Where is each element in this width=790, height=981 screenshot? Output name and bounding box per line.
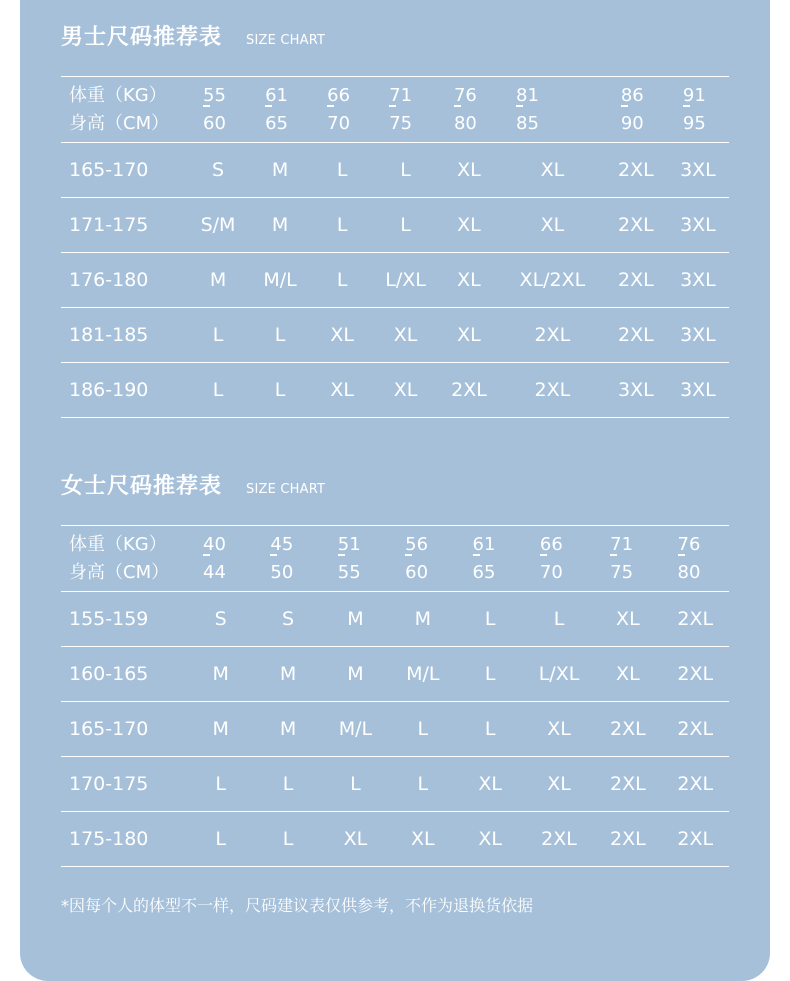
range-dash [610, 554, 617, 556]
weight-min: 76 [453, 84, 477, 106]
weight-max: 85 [516, 112, 539, 134]
size-cell: XL [524, 757, 594, 812]
size-cell: L [187, 363, 249, 418]
weight-range-header [254, 526, 321, 592]
weight-max: 75 [389, 112, 413, 134]
weight-max-wrap [327, 110, 373, 138]
size-cell: 2XL [605, 198, 667, 253]
range-dash [540, 554, 547, 556]
size-row [61, 592, 729, 647]
size-cell: XL [500, 198, 605, 253]
size-cell: 2XL [662, 812, 729, 867]
height-range: 160-165 [61, 647, 187, 702]
size-row [61, 757, 729, 812]
range-dash [454, 105, 461, 107]
size-cell: M [322, 592, 389, 647]
weight-range-header [438, 77, 500, 143]
weight-min: 40 [203, 533, 226, 555]
size-cell: S/M [187, 198, 249, 253]
weight-min: 91 [682, 84, 706, 106]
size-cell: L [187, 812, 254, 867]
size-cell: M/L [389, 647, 456, 702]
size-cell: L [311, 198, 373, 253]
weight-max-wrap [338, 559, 389, 587]
size-cell: M [322, 647, 389, 702]
height-range: 176-180 [61, 253, 187, 308]
weight-range-header [322, 526, 389, 592]
weight-label: 体重（KG） [69, 533, 167, 555]
weight-max: 80 [453, 112, 477, 134]
size-cell: L [254, 757, 321, 812]
size-cell: 2XL [662, 702, 729, 757]
size-cell: XL [457, 757, 524, 812]
size-row [61, 702, 729, 757]
size-cell: L [322, 757, 389, 812]
men-title: 男士尺码推荐表 [61, 25, 223, 50]
weight-max: 65 [472, 561, 496, 583]
weight-max: 75 [610, 561, 634, 583]
weight-range-header [373, 77, 438, 143]
size-cell: M [254, 647, 321, 702]
range-dash [338, 554, 345, 556]
weight-max-wrap [203, 110, 249, 138]
size-cell: M [187, 702, 254, 757]
size-cell: 2XL [438, 363, 500, 418]
header-label-cell [61, 526, 187, 592]
size-cell: L [187, 308, 249, 363]
weight-max-wrap [405, 559, 456, 587]
weight-max-wrap [683, 110, 729, 138]
size-cell: L/XL [524, 647, 594, 702]
size-cell: XL [322, 812, 389, 867]
size-cell: 3XL [667, 308, 729, 363]
weight-max-wrap [473, 559, 524, 587]
weight-range-header [311, 77, 373, 143]
size-cell: 2XL [500, 363, 605, 418]
size-cell: 2XL [594, 757, 661, 812]
size-cell: 2XL [594, 812, 661, 867]
weight-min: 71 [610, 533, 634, 555]
height-range: 181-185 [61, 308, 187, 363]
weight-max-wrap [610, 559, 661, 587]
size-cell: L [311, 143, 373, 198]
weight-range-header [524, 526, 594, 592]
weight-min: 66 [539, 533, 563, 555]
size-cell: L/XL [373, 253, 438, 308]
weight-max-wrap [540, 559, 594, 587]
height-label: 身高（CM） [69, 112, 170, 134]
size-cell: L [389, 757, 456, 812]
range-dash [389, 105, 396, 107]
size-cell: XL [457, 812, 524, 867]
size-row [61, 363, 729, 418]
height-range: 171-175 [61, 198, 187, 253]
size-cell: L [311, 253, 373, 308]
height-range: 155-159 [61, 592, 187, 647]
size-cell: 3XL [667, 143, 729, 198]
range-dash [678, 554, 685, 556]
size-cell: 2XL [605, 253, 667, 308]
size-cell: XL [373, 308, 438, 363]
weight-range-header [249, 77, 311, 143]
size-cell: XL [311, 363, 373, 418]
weight-min: 76 [677, 533, 701, 555]
weight-max-wrap [516, 110, 605, 138]
size-cell: XL [438, 198, 500, 253]
size-cell: 2XL [524, 812, 594, 867]
size-cell: XL [438, 143, 500, 198]
weight-max-wrap [621, 110, 667, 138]
women-subtitle: SIZE CHART [246, 482, 326, 497]
weight-min: 71 [389, 84, 413, 106]
men-size-table [61, 76, 729, 418]
size-row [61, 143, 729, 198]
weight-min: 55 [203, 84, 226, 106]
size-cell: XL [438, 253, 500, 308]
header-row [61, 526, 729, 592]
women-title: 女士尺码推荐表 [61, 474, 223, 499]
range-dash [473, 554, 480, 556]
weight-range-header [187, 77, 249, 143]
size-cell: 2XL [500, 308, 605, 363]
height-range: 165-170 [61, 702, 187, 757]
weight-range-header [594, 526, 661, 592]
size-cell: XL [311, 308, 373, 363]
weight-range-header [500, 77, 605, 143]
weight-min: 66 [327, 84, 351, 106]
weight-max: 80 [677, 561, 701, 583]
size-cell: XL [594, 592, 661, 647]
range-dash [203, 554, 210, 556]
size-cell: L [373, 198, 438, 253]
size-row [61, 198, 729, 253]
size-cell: L [389, 702, 456, 757]
size-cell: XL [373, 363, 438, 418]
size-cell: 3XL [667, 363, 729, 418]
size-cell: 3XL [667, 253, 729, 308]
size-cell: 3XL [667, 198, 729, 253]
size-cell: 2XL [662, 592, 729, 647]
weight-min: 45 [270, 533, 294, 555]
weight-min: 81 [516, 84, 539, 106]
disclaimer-note: *因每个人的体型不一样，尺码建议表仅供参考，不作为退换货依据 [61, 896, 534, 915]
header-label-cell [61, 77, 187, 143]
size-cell: L [254, 812, 321, 867]
size-cell: 2XL [605, 143, 667, 198]
weight-max-wrap [454, 110, 500, 138]
size-row [61, 308, 729, 363]
weight-range-header [457, 526, 524, 592]
size-cell: M [389, 592, 456, 647]
size-cell: XL [594, 647, 661, 702]
size-cell: XL [500, 143, 605, 198]
men-title-row [61, 20, 729, 60]
weight-range-header [605, 77, 667, 143]
height-range: 165-170 [61, 143, 187, 198]
height-label: 身高（CM） [69, 561, 170, 583]
size-cell: XL/2XL [500, 253, 605, 308]
size-cell: L [187, 757, 254, 812]
weight-min: 51 [337, 533, 361, 555]
weight-max: 95 [682, 112, 706, 134]
weight-max: 44 [203, 561, 226, 583]
size-cell: L [373, 143, 438, 198]
size-cell: 2XL [605, 308, 667, 363]
size-cell: L [457, 702, 524, 757]
range-dash [405, 554, 412, 556]
weight-max: 50 [270, 561, 294, 583]
size-cell: M/L [322, 702, 389, 757]
height-range: 170-175 [61, 757, 187, 812]
size-cell: M [187, 647, 254, 702]
weight-max-wrap [270, 559, 321, 587]
women-size-table [61, 525, 729, 867]
height-range: 175-180 [61, 812, 187, 867]
size-cell: S [187, 143, 249, 198]
size-cell: 2XL [594, 702, 661, 757]
height-range: 186-190 [61, 363, 187, 418]
weight-max: 90 [620, 112, 644, 134]
size-cell: 2XL [662, 757, 729, 812]
weight-max: 70 [327, 112, 351, 134]
size-cell: L [249, 308, 311, 363]
size-cell: M [187, 253, 249, 308]
weight-max-wrap [203, 559, 254, 587]
women-size-section [61, 469, 729, 867]
size-cell: S [187, 592, 254, 647]
size-cell: M [249, 143, 311, 198]
size-cell: 2XL [662, 647, 729, 702]
weight-max: 70 [539, 561, 563, 583]
weight-max: 60 [203, 112, 226, 134]
weight-max-wrap [678, 559, 729, 587]
size-cell: M [254, 702, 321, 757]
range-dash [327, 105, 334, 107]
size-cell: L [524, 592, 594, 647]
range-dash [270, 554, 277, 556]
weight-min: 56 [405, 533, 429, 555]
range-dash [203, 105, 210, 107]
size-cell: XL [524, 702, 594, 757]
size-row [61, 253, 729, 308]
weight-min: 61 [265, 84, 288, 106]
range-dash [621, 105, 628, 107]
header-row [61, 77, 729, 143]
range-dash [265, 105, 272, 107]
men-size-section [61, 20, 729, 418]
size-cell: S [254, 592, 321, 647]
size-cell: L [457, 592, 524, 647]
weight-max-wrap [389, 110, 438, 138]
size-cell: M/L [249, 253, 311, 308]
size-cell: M [249, 198, 311, 253]
size-cell: XL [438, 308, 500, 363]
women-title-row [61, 469, 729, 509]
size-row [61, 812, 729, 867]
men-subtitle: SIZE CHART [246, 33, 326, 48]
size-cell: L [457, 647, 524, 702]
size-row [61, 647, 729, 702]
size-cell: XL [389, 812, 456, 867]
size-cell: 3XL [605, 363, 667, 418]
weight-max: 65 [265, 112, 288, 134]
weight-range-header [662, 526, 729, 592]
range-dash [683, 105, 690, 107]
weight-min: 86 [620, 84, 644, 106]
weight-max: 60 [405, 561, 429, 583]
weight-range-header [187, 526, 254, 592]
size-cell: L [249, 363, 311, 418]
weight-range-header [389, 526, 456, 592]
weight-min: 61 [472, 533, 496, 555]
range-dash [516, 105, 523, 107]
weight-label: 体重（KG） [69, 84, 167, 106]
weight-range-header [667, 77, 729, 143]
weight-max: 55 [337, 561, 361, 583]
weight-max-wrap [265, 110, 311, 138]
